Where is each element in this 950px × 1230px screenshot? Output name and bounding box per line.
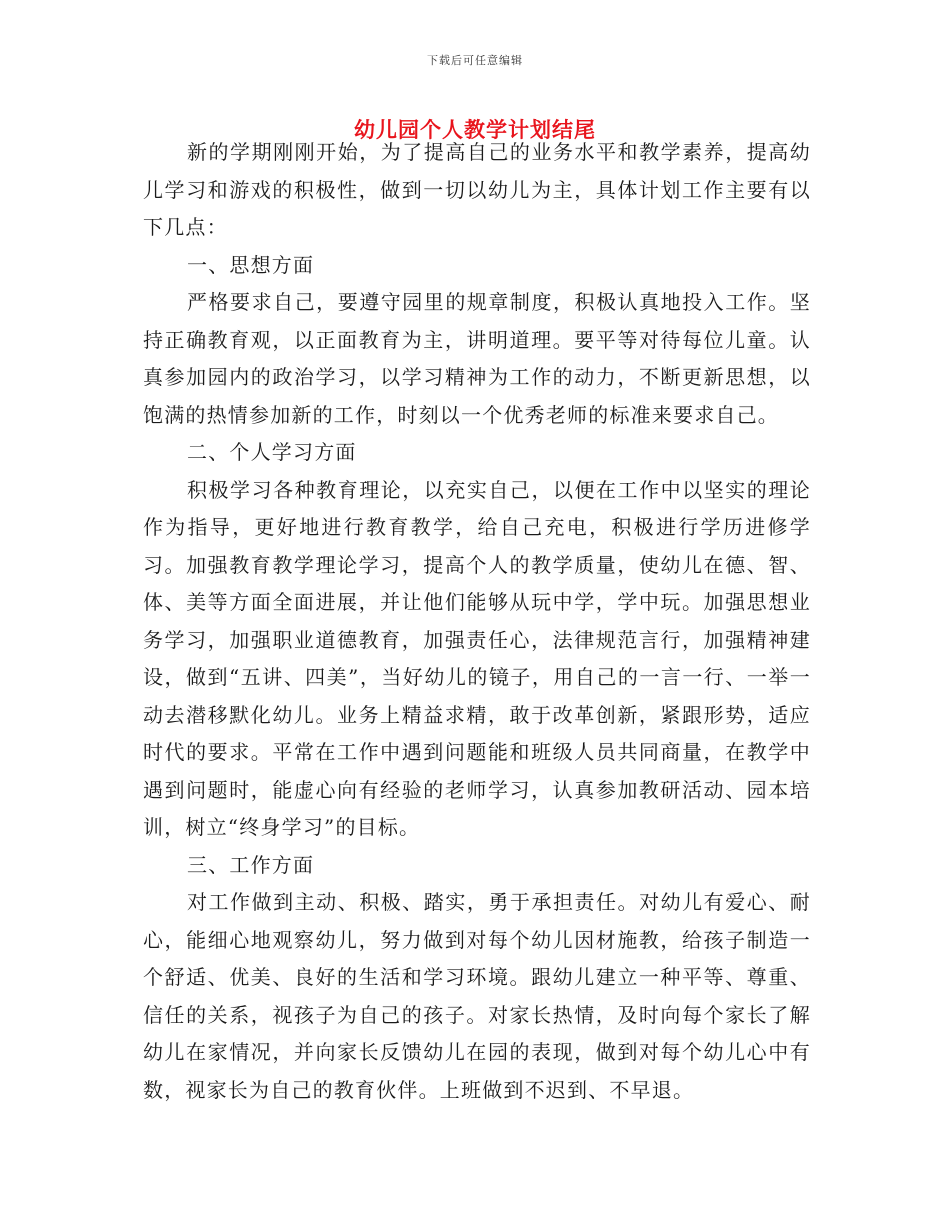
document-body	[143, 134, 811, 1109]
section-heading-study: 二、个人学习方面	[187, 440, 357, 464]
section-heading-work: 三、工作方面	[187, 852, 315, 877]
document-title: 幼儿园个人教学计划结尾	[354, 117, 596, 142]
section-body-thought: 严格要求自己，要遵守园里的规章制度，积极认真地投入工作。坚持正确教育观，以正面教育为主，讲明道理。要平等对待每位儿童。认真参加园内的政治学习，以学习精神为工作的动力，不断更新思想，以饱满的热情参加新的工作，时刻以一个优秀老师的标准来要求自己。	[143, 290, 811, 427]
section-body-work: 对工作做到主动、积极、踏实，勇于承担责任。对幼儿有爱心、耐心，能细心地观察幼儿，努力做到对每个幼儿因材施教，给孩子制造一个舒适、优美、良好的生活和学习环境。跟幼儿建立一种平等、尊重、信任的关系，视孩子为自己的孩子。对家长热情，及时向每个家长了解幼儿在家情况，并向家长反馈幼儿在园的表现，做到对每个幼儿心中有数，视家长为自己的教育伙伴。上班做到不迟到、不早退。	[143, 890, 811, 1102]
section-heading-thought: 一、思想方面	[187, 252, 315, 277]
intro-paragraph: 新的学期刚刚开始，为了提高自己的业务水平和教学素养，提高幼儿学习和游戏的积极性，做到一切以幼儿为主，具体计划工作主要有以下几点：	[143, 140, 811, 239]
section-body-study: 积极学习各种教育理论，以充实自己，以便在工作中以坚实的理论作为指导，更好地进行教育教学，给自己充电，积极进行学历进修学习。加强教育教学理论学习，提高个人的教学质量，使幼儿在德、智、体、美等方面全面进展，并让他们能够从玩中学，学中玩。加强思想业务学习，加强职业道德教育，加强责任心，法律规范言行，加强精神建设，做到“五讲、四美”，当好幼儿的镜子，用自己的一言一行、一举一动去潜移默化幼儿。业务上精益求精，敢于改革创新，紧跟形势，适应时代的要求。平常在工作中遇到问题能和班级人员共同商量，在教学中遇到问题时，能虚心向有经验的老师学习，认真参加教研活动、园本培训，树立“终身学习”的目标。	[143, 477, 811, 839]
page-header-note: 下载后可任意编辑	[427, 54, 523, 67]
